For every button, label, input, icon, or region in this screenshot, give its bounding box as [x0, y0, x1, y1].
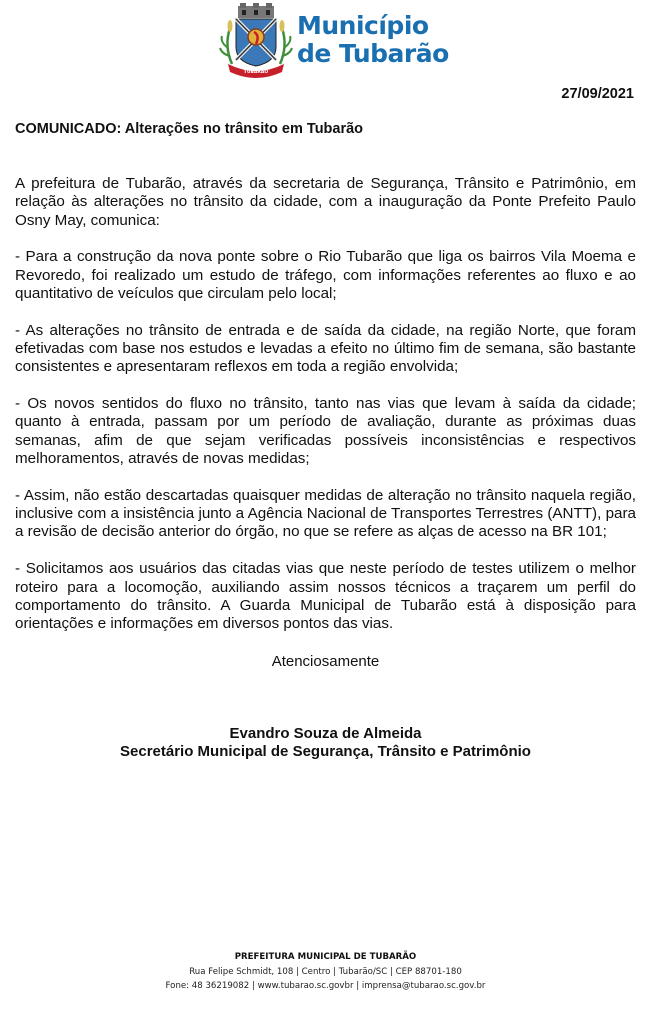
paragraph: - Os novos sentidos do fluxo no trânsito, tanto nas vias que levam à saída da cidade; quanto à entrada, passam por um período de avaliação, durante as próximas duas semanas, afim de que sejam verificadas possíveis inconsistências e respectivos melhoramentos, através de novas medidas; [15, 395, 636, 468]
closing-salutation: Atenciosamente [271, 653, 380, 670]
crest-ribbon-label: TUBARÃO [243, 70, 269, 75]
paragraph: - As alterações no trânsito de entrada e de saída da cidade, na região Norte, que foram efetivadas com base nos estudos e levadas a efeito no último fim de semana, são bastante consistentes e apresentaram reflexos em toda a região envolvida; [15, 321, 636, 376]
paragraph: - Assim, não estão descartadas quaisquer medidas de alteração no trânsito naquela região, inclusive com a insistência junto a Agência Nacional de Transportes Terrestres (ANTT), para a revisão de decisão anterior do órgão, no que se refere as alças de acesso na BR 101; [15, 486, 636, 541]
footer-contact: Fone: 48 36219082 | www.tubarao.sc.govbr | imprensa@tubarao.sc.gov.br [165, 981, 486, 991]
page-footer [0, 950, 651, 994]
footer-title: PREFEITURA MUNICIPAL DE TUBARÃO [234, 952, 417, 962]
coat-of-arms-icon [218, 2, 294, 78]
municipality-logo [218, 2, 449, 78]
paragraph: - Solicitamos aos usuários das citadas vias que neste período de testes utilizem o melhor roteiro para a locomoção, auxiliando assim nossos técnicos a traçarem um perfil do comportamento do trânsito. A Guarda Municipal de Tubarão está à disposição para orientações e informações em diversos pontos das vias. [15, 560, 636, 633]
document-body [15, 175, 636, 652]
logo-wordmark [297, 12, 449, 68]
document-date: 27/09/2021 [561, 86, 634, 102]
paragraph: A prefeitura de Tubarão, através da secretaria de Segurança, Trânsito e Patrimônio, em relação às alterações no trânsito da cidade, com a inauguração da Ponte Prefeito Paulo Osny May, comunica: [15, 175, 636, 229]
paragraph: - Para a construção da nova ponte sobre o Rio Tubarão que liga os bairros Vila Moema e Revoredo, foi realizado um estudo de tráfego, com informações referentes ao fluxo e ao quantitativo de veículos que circulam pelo local; [15, 248, 636, 302]
signatory-name: Evandro Souza de Almeida [229, 725, 422, 742]
document-title: COMUNICADO: Alterações no trânsito em Tubarão [15, 121, 364, 137]
footer-address: Rua Felipe Schmidt, 108 | Centro | Tubarão/SC | CEP 88701-180 [189, 966, 462, 977]
logo-line-1: Município [297, 11, 429, 40]
signatory-role: Secretário Municipal de Segurança, Trânsito e Patrimônio [120, 743, 531, 760]
signature-block [0, 725, 651, 761]
logo-line-2: de Tubarão [297, 39, 449, 68]
